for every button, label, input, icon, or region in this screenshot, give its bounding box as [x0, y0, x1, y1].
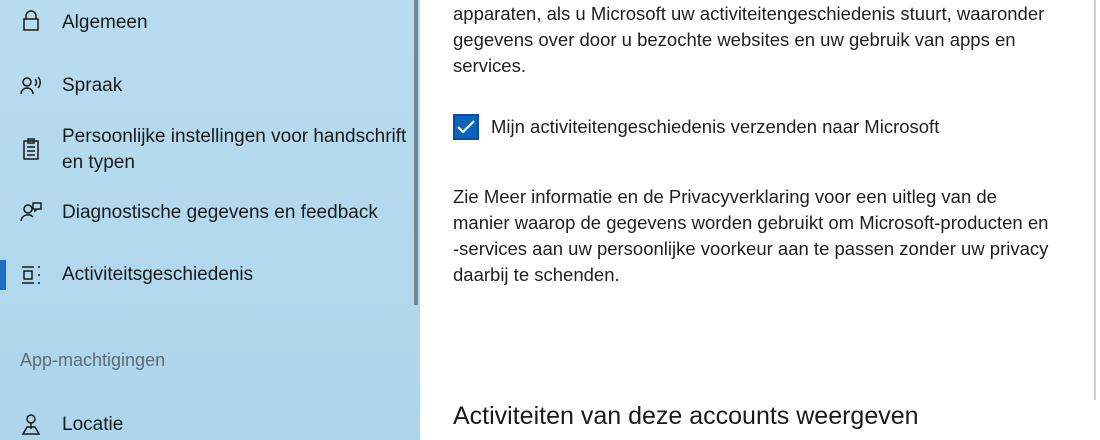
section-heading-accounts: Activiteiten van deze accounts weergeven — [453, 402, 919, 430]
active-indicator — [0, 260, 6, 290]
timeline-icon — [20, 264, 42, 286]
sidebar-item-handschrift[interactable] — [0, 122, 420, 178]
send-history-label: Mijn activiteitengeschiedenis verzenden naar Microsoft — [491, 116, 940, 137]
privacy-info-text: Zie Meer informatie en de Privacyverklaring voor een uitleg van de manier waarop de gegevens worden gebruikt om Microsoft-producten en -services aan uw persoonlijke voorkeur aan te passen zonder uw privacy daarbij te schenden. — [453, 186, 1049, 285]
feedback-icon — [20, 201, 42, 223]
sidebar-scrollbar[interactable] — [414, 0, 418, 305]
lock-icon — [20, 10, 42, 32]
send-history-checkbox-row[interactable] — [453, 114, 939, 140]
sidebar-item-activiteitsgeschiedenis[interactable] — [0, 260, 420, 290]
sidebar-item-diagnostics[interactable] — [0, 198, 420, 228]
sidebar — [0, 0, 420, 440]
sidebar-item-label: Locatie — [62, 414, 124, 435]
content-scrollbar[interactable] — [1094, 0, 1096, 400]
sidebar-item-label: Persoonlijke instellingen voor handschrift en typen — [62, 126, 407, 173]
sidebar-item-label: Algemeen — [62, 12, 148, 33]
sidebar-item-spraak[interactable] — [0, 71, 420, 101]
sidebar-item-label: Activiteitsgeschiedenis — [62, 264, 254, 285]
intro-text: apparaten, als u Microsoft uw activiteitengeschiedenis stuurt, waaronder gegevens over door u bezochte websites en uw gebruik van apps en services. — [453, 3, 1045, 76]
section-header-app-permissions: App-machtigingen — [20, 350, 166, 370]
location-icon — [20, 413, 42, 435]
sidebar-item-algemeen[interactable] — [0, 8, 420, 38]
sidebar-item-label: Spraak — [62, 75, 123, 96]
speech-icon — [20, 74, 42, 96]
sidebar-item-locatie[interactable] — [0, 410, 420, 440]
checkmark-icon — [456, 119, 476, 135]
sidebar-item-label: Diagnostische gegevens en feedback — [62, 202, 378, 223]
send-history-checkbox[interactable] — [453, 114, 479, 140]
clipboard-icon — [20, 138, 42, 160]
